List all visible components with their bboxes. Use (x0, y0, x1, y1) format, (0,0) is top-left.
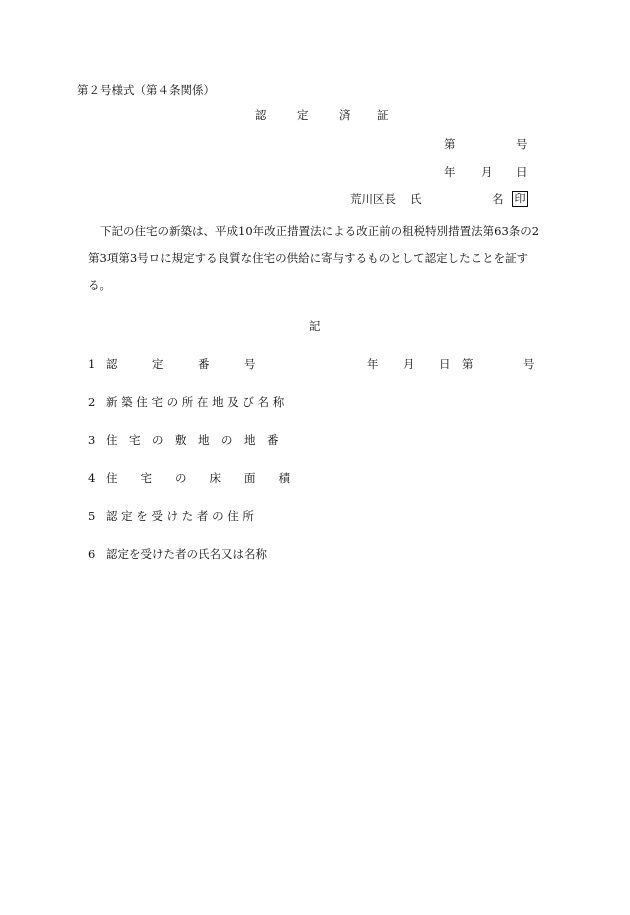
item-number: 2 (88, 395, 96, 409)
seal-mark: 印 (512, 191, 528, 207)
item-row (88, 359, 274, 371)
cert-number-suffix: 号 (523, 357, 535, 371)
issue-number-suffix: 号 (516, 137, 528, 151)
issuer-name-shi: 氏 (410, 192, 422, 206)
issue-month-label: 月 (481, 165, 493, 179)
title-char: 済 (339, 108, 351, 122)
item-number: 3 (88, 433, 96, 447)
issue-year-label: 年 (444, 165, 456, 179)
item-label: 認定を受けた者の氏名又は名称 (106, 547, 267, 561)
item-label: 認 定 を 受 け た 者 の 住 所 (106, 509, 254, 523)
item-row (88, 511, 274, 523)
item-label: 住 宅 の 敷 地 の 地 番 (106, 433, 279, 447)
item-number: 4 (88, 471, 96, 485)
title-char: 定 (297, 108, 309, 122)
cert-day-label: 日 (439, 357, 451, 371)
item-row (88, 549, 274, 561)
item-row (88, 395, 285, 409)
issuer-title: 荒川区長 (350, 192, 396, 206)
statement-line-2: 第3項第3号ロに規定する良質な住宅の供給に寄与するものとして認定したことを証す (88, 251, 529, 265)
statement-line-1: 下記の住宅の新築は、平成10年改正措置法による改正前の租税特別措置法第63条の2 (100, 224, 540, 238)
cert-year-label: 年 (367, 357, 379, 371)
item-number: 6 (88, 547, 96, 561)
title-char: 証 (377, 108, 389, 122)
title-char: 認 (255, 108, 267, 122)
item-row (88, 433, 279, 447)
item-label: 新 築 住 宅 の 所 在 地 及 び 名 称 (106, 395, 285, 409)
form-number: 第２号様式（第４条関係） (77, 83, 215, 97)
certification-statement (88, 218, 543, 299)
document-title (255, 110, 389, 122)
ki-heading: 記 (309, 319, 321, 333)
cert-month-label: 月 (403, 357, 415, 371)
item-label: 認 定 番 号 (106, 357, 256, 371)
item-row (88, 471, 290, 485)
item-number: 5 (88, 509, 96, 523)
issuer-name-mei: 名 (492, 192, 504, 206)
statement-line-3: る。 (88, 278, 111, 292)
issue-day-label: 日 (516, 165, 528, 179)
item-label: 住 宅 の 床 面 積 (106, 471, 290, 485)
issue-number-prefix: 第 (444, 137, 456, 151)
cert-number-prefix: 第 (462, 357, 474, 371)
item-number: 1 (88, 357, 96, 371)
